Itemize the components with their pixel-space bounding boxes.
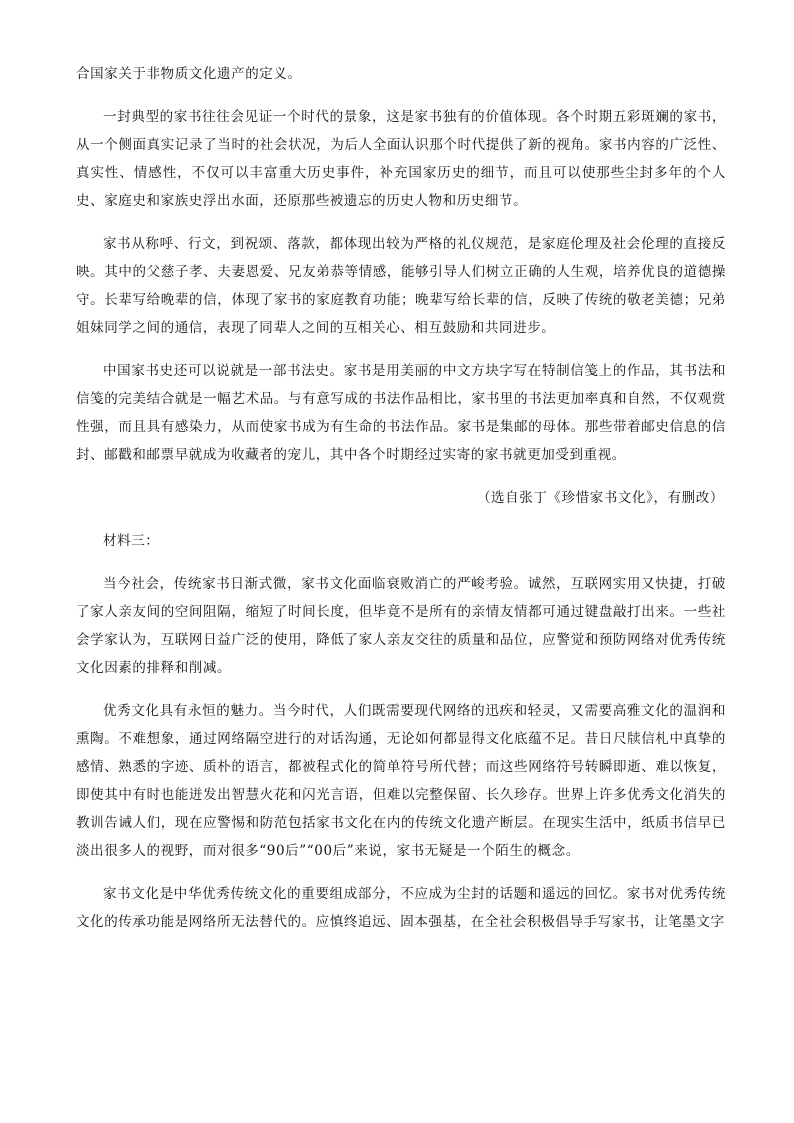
paragraph-continuation: 合国家关于非物质文化遗产的定义。	[76, 66, 302, 82]
paragraph-decline: 当今社会，传统家书日渐式微，家书文化面临衰败消亡的严峻考验。诚然，互联网实用又快捷，打破了家人亲友间的空间阻隔，缩短了时间长度，但毕竟不是所有的亲情友情都可通过键盘敲打出来。一些社会学家认为，互联网日益广泛的使用，降低了家人亲友交往的质量和品位，应警觉和预防网络对优秀传统文化因素的排释和削减。	[76, 576, 726, 676]
paragraph-family-letter-value: 一封典型的家书往往会见证一个时代的景象，这是家书独有的价值体现。各个时期五彩斑斓的家书，从一个侧面真实记录了当时的社会状况，为后人全面认识那个时代提供了新的视角。家书内容的广泛性、真实性、情感性，不仅可以丰富重大历史事件，补充国家历史的细节，而且可以使那些尘封多年的个人史、家庭史和家族史浮出水面，还原那些被遗忘的历史人物和历史细节。	[76, 109, 726, 209]
document-body	[76, 60, 726, 936]
paragraph-etiquette: 家书从称呼、行文，到祝颂、落款，都体现出较为严格的礼仪规范，是家庭伦理及社会伦理的直接反映。其中的父慈子孝、夫妻恩爱、兄友弟恭等情感，能够引导人们树立正确的人生观，培养优良的道德操守。长辈写给晚辈的信，体现了家书的家庭教育功能；晚辈写给长辈的信，反映了传统的敬老美德；兄弟姐妹同学之间的通信，表现了同辈人之间的互相关心、相互鼓励和共同进步。	[76, 236, 726, 336]
paragraph-calligraphy: 中国家书史还可以说就是一部书法史。家书是用美丽的中文方块字写在特制信笺上的作品，其书法和信笺的完美结合就是一幅艺术品。与有意写成的书法作品相比，家书里的书法更加率真和自然，不仅观赏性强，而且具有感染力，从而使家书成为有生命的书法作品。家书是集邮的母体。那些带着邮史信息的信封、邮戳和邮票早就成为收藏者的宠儿，其中各个时期经过实寄的家书就更加受到重视。	[76, 363, 726, 463]
material-label: 材料三：	[103, 533, 160, 549]
source-citation: （选自张丁《珍惜家书文化》，有删改）	[476, 490, 724, 506]
paragraph-excellent-culture: 优秀文化具有永恒的魅力。当今时代，人们既需要现代网络的迅疾和轻灵，又需要高雅文化的温润和熏陶。不难想象，通过网络隔空进行的对话沟通，无论如何都显得文化底蕴不足。昔日尺牍信札中真挚的感情、熟悉的字迹、质朴的语言，都被程式化的简单符号所代替；而这些网络符号转瞬即逝、难以恢复，即使其中有时也能迸发出智慧火花和闪光言语，但难以完整保留、长久珍存。世界上许多优秀文化消失的教训告诫人们，现在应警惕和防范包括家书文化在内的传统文化遗产断层。在现实生活中，纸质书信早已淡出很多人的视野，而对很多“90后”“00后”来说，家书无疑是一个陌生的概念。	[76, 703, 726, 859]
paragraph-inheritance: 家书文化是中华优秀传统文化的重要组成部分，不应成为尘封的话题和遥远的回忆。家书对优秀传统文化的传承功能是网络所无法替代的。应慎终追远、固本强基，在全社会积极倡导手写家书，让笔墨文字	[76, 886, 726, 930]
